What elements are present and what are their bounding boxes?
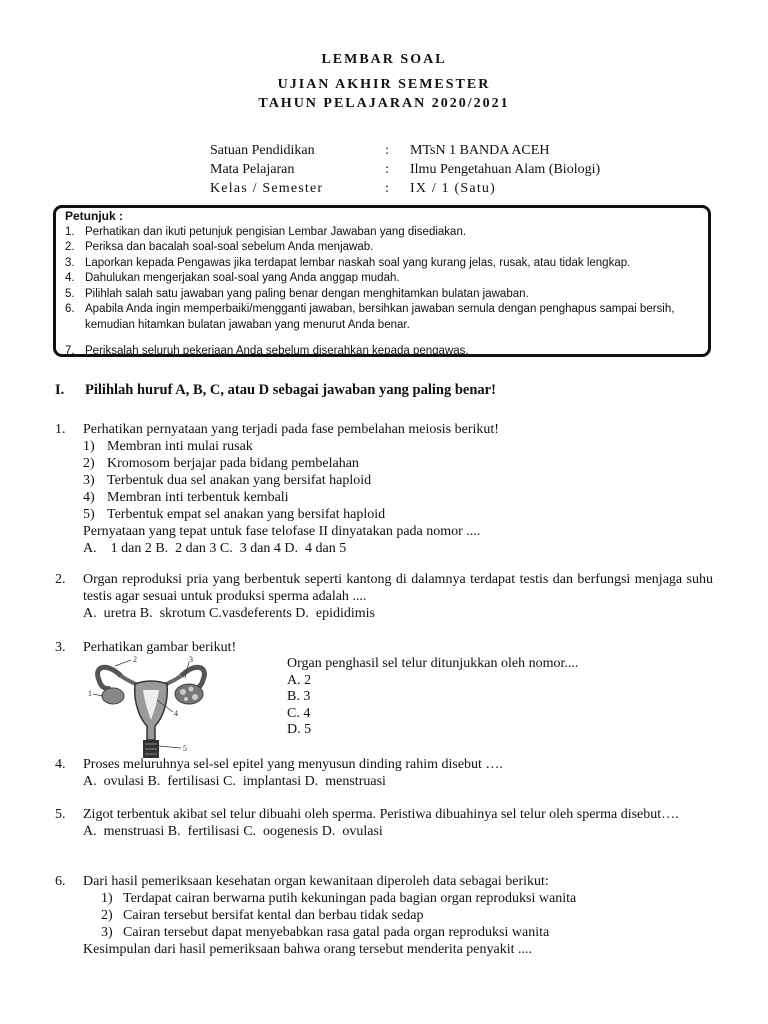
instruction-item	[65, 344, 705, 360]
question-number: 2.	[55, 572, 66, 587]
instruction-number: 3.	[65, 257, 75, 269]
instruction-item	[65, 256, 705, 272]
question-prompt: Organ penghasil sel telur ditunjukkan oleh nomor....	[287, 656, 579, 671]
statement-number: 3)	[101, 925, 113, 940]
meta-colon: :	[385, 180, 389, 196]
instruction-number: 2.	[65, 241, 75, 253]
instruction-text: Perhatikan dan ikuti petunjuk pengisian Lembar Jawaban yang disediakan.	[85, 226, 467, 238]
statement-number: 4)	[83, 490, 95, 505]
instruction-number: 6.	[65, 303, 75, 315]
answer-option-b[interactable]: B. 3	[287, 689, 311, 704]
meta-value: MTsN 1 BANDA ACEH	[410, 142, 550, 158]
statement-text: Membran inti terbentuk kembali	[107, 490, 289, 505]
instruction-item	[65, 271, 705, 287]
year-title: TAHUN PELAJARAN 2020/2021	[258, 96, 510, 111]
answer-options: A. 1 dan 2 B. 2 dan 3 C. 3 dan 4 D. 4 dan 5	[83, 541, 347, 556]
statement-item	[83, 489, 713, 506]
instructions-box	[53, 205, 711, 357]
instruction-item	[65, 302, 705, 333]
answer-options: A. menstruasi B. fertilisasi C. oogenesis D. ovulasi	[83, 824, 383, 839]
answer-option-c[interactable]: C. 4	[287, 705, 311, 721]
question-stem: Perhatikan gambar berikut!	[83, 640, 237, 655]
meta-label: Mata Pelajaran	[210, 161, 295, 177]
question-number: 3.	[55, 640, 66, 655]
question-stem: Organ reproduksi pria yang berbentuk seperti kantong di dalamnya terdapat testis dan berfungsi menjaga suhu testis agar sesuai untuk produksi sperma adalah ....	[83, 572, 713, 604]
instruction-text: Pilihlah salah satu jawaban yang paling benar dengan menghitamkan bulatan jawaban.	[85, 288, 529, 300]
exam-title: UJIAN AKHIR SEMESTER	[277, 77, 491, 92]
question-stem: Zigot terbentuk akibat sel telur dibuahi oleh sperma. Peristiwa dibuahinya sel telur oleh sperma disebut….	[83, 807, 679, 822]
question-body	[83, 873, 713, 958]
right-ovary	[175, 684, 203, 704]
statement-item	[83, 455, 713, 472]
question-prompt: Kesimpulan dari hasil pemeriksaan bahwa orang tersebut menderita penyakit ....	[83, 942, 533, 957]
statement-number: 2)	[101, 908, 113, 923]
question-body	[83, 571, 713, 622]
statement-number: 5)	[83, 507, 95, 522]
statement-text: Kromosom berjajar pada bidang pembelahan	[107, 456, 359, 471]
statement-number: 1)	[83, 439, 95, 454]
doc-title: LEMBAR SOAL	[321, 52, 447, 67]
meta-colon: :	[385, 142, 389, 158]
instruction-item	[65, 240, 705, 256]
question-number: 5.	[55, 807, 66, 822]
question-stem: Proses meluruhnya sel-sel epitel yang menyusun dinding rahim disebut ….	[83, 757, 503, 772]
statement-item	[83, 924, 713, 941]
answer-option-d[interactable]: D. 5	[287, 722, 312, 737]
instructions-title: Petunjuk :	[65, 209, 124, 223]
statement-text: Cairan tersebut bersifat kental dan berbau tidak sedap	[123, 908, 424, 923]
instruction-text: Periksalah seluruh pekerjaan Anda sebelum diserahkan kepada pengawas.	[85, 345, 469, 357]
answer-option-a[interactable]: A. 2	[287, 672, 312, 688]
statement-text: Cairan tersebut dapat menyebabkan rasa gatal pada organ reproduksi wanita	[123, 925, 550, 940]
left-fallopian-tube	[98, 667, 121, 688]
left-ovary	[102, 688, 124, 704]
diagram-label-2: 2	[133, 655, 137, 664]
statement-number: 1)	[101, 891, 113, 906]
question-body	[83, 806, 713, 840]
meta-row-class	[210, 179, 600, 198]
section-heading	[55, 382, 496, 399]
instruction-item	[65, 225, 705, 241]
section-number: I.	[55, 382, 65, 398]
diagram-label-3: 3	[189, 655, 193, 664]
statement-item	[83, 506, 713, 523]
question-number: 6.	[55, 874, 66, 889]
meta-label: Kelas / Semester	[210, 180, 324, 196]
statement-text: Terbentuk empat sel anakan yang bersifat haploid	[107, 507, 386, 522]
question-body	[83, 421, 713, 557]
question-1	[55, 421, 715, 561]
meta-colon: :	[385, 161, 389, 177]
answer-options: A. uretra B. skrotum C.vasdeferents D. epididimis	[83, 606, 376, 621]
statement-text: Terdapat cairan berwarna putih kekuningan pada bagian organ reproduksi wanita	[123, 891, 577, 906]
meta-value: Ilmu Pengetahuan Alam (Biologi)	[410, 161, 601, 177]
instruction-number: 4.	[65, 272, 75, 284]
instruction-text: Dahulukan mengerjakan soal-soal yang Anda anggap mudah.	[85, 272, 400, 284]
statement-number: 2)	[83, 456, 95, 471]
question-4	[55, 756, 715, 792]
statement-number: 3)	[83, 473, 95, 488]
instruction-number: 5.	[65, 288, 75, 300]
question-stem: Perhatikan pernyataan yang terjadi pada fase pembelahan meiosis berikut!	[83, 422, 499, 437]
instruction-item	[65, 287, 705, 303]
statement-item	[83, 907, 713, 924]
meta-row-subject	[210, 160, 600, 179]
statement-item	[83, 890, 713, 907]
instruction-number: 7.	[65, 345, 75, 357]
question-5	[55, 806, 715, 858]
answer-options: A. ovulasi B. fertilisasi C. implantasi D. menstruasi	[83, 774, 386, 789]
diagram-label-4: 4	[174, 709, 178, 718]
instruction-number: 1.	[65, 226, 75, 238]
female-reproductive-diagram	[85, 654, 217, 758]
question-prompt: Pernyataan yang tepat untuk fase telofase II dinyatakan pada nomor ....	[83, 524, 481, 539]
diagram-label-1: 1	[88, 689, 92, 698]
meta-row-school	[210, 141, 600, 160]
question-3-answers	[287, 656, 578, 739]
question-stem: Dari hasil pemeriksaan kesehatan organ kewanitaan diperoleh data sebagai berikut:	[83, 874, 549, 889]
question-2	[55, 571, 715, 623]
statement-text: Terbentuk dua sel anakan yang bersifat haploid	[107, 473, 372, 488]
exam-meta	[210, 141, 600, 198]
instruction-text: Laporkan kepada Pengawas jika terdapat lembar naskah soal yang kurang jelas, rusak, atau tidak lengkap.	[85, 257, 631, 269]
question-6	[55, 873, 715, 963]
diagram-label-5: 5	[183, 744, 187, 753]
section-text: Pilihlah huruf A, B, C, atau D sebagai jawaban yang paling benar!	[85, 382, 496, 398]
question-body	[83, 756, 713, 790]
meta-value: IX / 1 (Satu)	[410, 180, 496, 196]
meta-label: Satuan Pendidikan	[210, 142, 315, 158]
statement-item	[83, 472, 713, 489]
question-number: 4.	[55, 757, 66, 772]
statement-text: Membran inti mulai rusak	[107, 439, 253, 454]
question-number: 1.	[55, 422, 66, 437]
instruction-text: Apabila Anda ingin memperbaiki/mengganti jawaban, bersihkan jawaban semula dengan penghapus sampai bersih, kemudian hitamkan bulatan jawaban yang menurut Anda benar.	[85, 303, 675, 331]
statement-item	[83, 438, 713, 455]
instruction-text: Periksa dan bacalah soal-soal sebelum Anda menjawab.	[85, 241, 374, 253]
